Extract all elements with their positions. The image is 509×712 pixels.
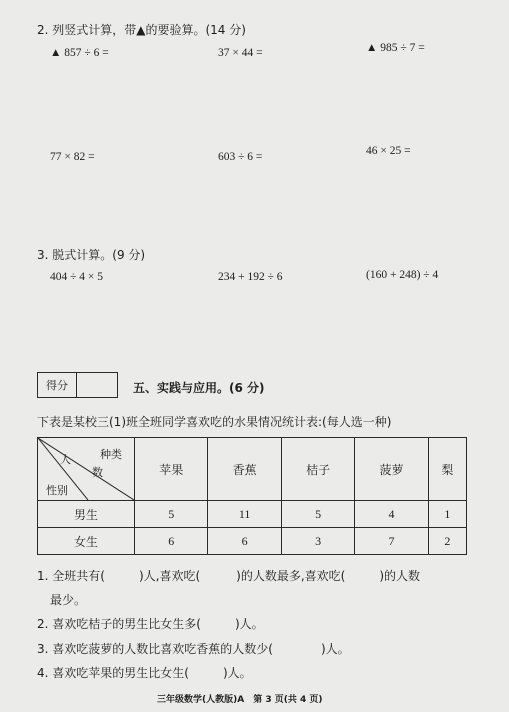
q2-item-5: 603 ÷ 6 = — [218, 151, 263, 163]
row-label: 男生 — [38, 501, 135, 528]
table-cell: 11 — [208, 501, 281, 528]
table-corner-cell — [38, 438, 135, 501]
fruit-table — [37, 437, 467, 555]
q3-item-2: 234 + 192 ÷ 6 — [218, 271, 283, 283]
q3-item-3: (160 + 248) ÷ 4 — [366, 269, 439, 281]
score-label: 得分 — [38, 373, 77, 397]
q2-title: 2. 列竖式计算，带▲的要验算。(14 分) — [37, 23, 246, 37]
corner-count: 数 — [92, 467, 103, 479]
table-cell: 7 — [355, 528, 428, 555]
question-4: 4. 喜欢吃苹果的男生比女生( )人。 — [37, 666, 252, 680]
q2-item-6: 46 × 25 = — [366, 145, 411, 157]
header-cell: 桔子 — [281, 438, 354, 501]
table-cell: 4 — [355, 501, 428, 528]
score-field[interactable] — [77, 373, 117, 397]
question-3: 3. 喜欢吃菠萝的人数比喜欢吃香蕉的人数少( )人。 — [37, 642, 350, 656]
question-1-cont: 最少。 — [50, 593, 87, 607]
header-cell: 梨 — [428, 438, 466, 501]
corner-gender: 性别 — [46, 485, 68, 497]
q2-item-4: 77 × 82 = — [50, 151, 95, 163]
section5-title: 五、实践与应用。(6 分) — [133, 381, 265, 395]
score-box — [37, 372, 118, 398]
table-cell: 3 — [281, 528, 354, 555]
header-cell: 苹果 — [135, 438, 208, 501]
question-1: 1. 全班共有( )人,喜欢吃( )的人数最多,喜欢吃( )的人数 — [37, 569, 421, 583]
header-cell: 香蕉 — [208, 438, 281, 501]
table-cell: 1 — [428, 501, 466, 528]
row-label: 女生 — [38, 528, 135, 555]
q2-item-2: 37 × 44 = — [218, 47, 263, 59]
header-cell: 菠萝 — [355, 438, 428, 501]
table-cell: 2 — [428, 528, 466, 555]
table-header-row — [38, 438, 467, 501]
table-cell: 6 — [208, 528, 281, 555]
table-intro: 下表是某校三(1)班全班同学喜欢吃的水果情况统计表:(每人选一种) — [37, 415, 392, 429]
question-2: 2. 喜欢吃桔子的男生比女生多( )人。 — [37, 617, 264, 631]
corner-people: 人 — [60, 454, 71, 466]
q2-item-3: ▲ 985 ÷ 7 = — [366, 42, 425, 54]
q2-item-1: ▲ 857 ÷ 6 = — [50, 47, 109, 59]
q3-item-1: 404 ÷ 4 × 5 — [50, 271, 104, 283]
page-footer: 三年级数学(人教版)A 第 3 页(共 4 页) — [157, 695, 323, 705]
table-cell: 5 — [135, 501, 208, 528]
q3-title: 3. 脱式计算。(9 分) — [37, 248, 146, 262]
table-cell: 6 — [135, 528, 208, 555]
table-row-girls — [38, 528, 467, 555]
table-cell: 5 — [281, 501, 354, 528]
table-row-boys — [38, 501, 467, 528]
corner-kind: 种类 — [100, 449, 122, 461]
